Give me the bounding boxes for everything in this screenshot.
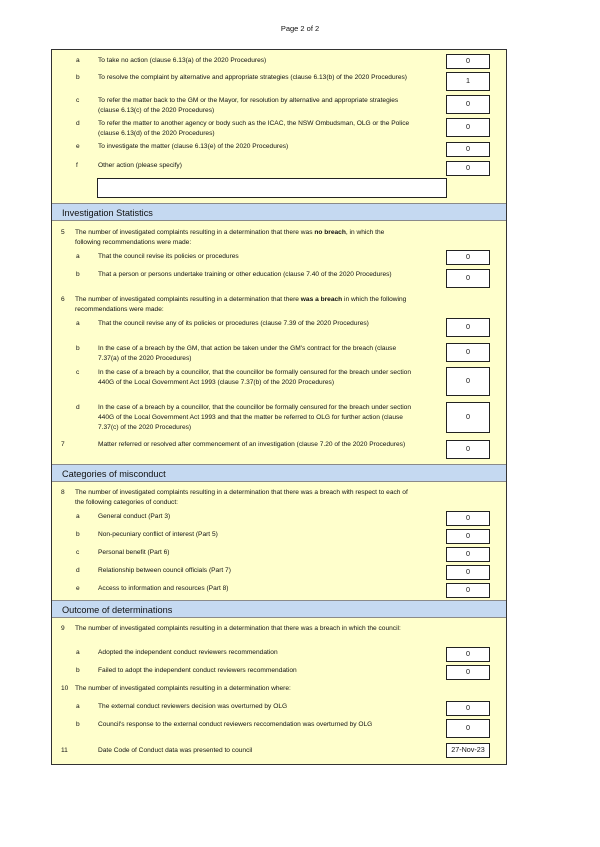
row-letter: e xyxy=(76,585,80,592)
question-number: 10 xyxy=(61,685,69,692)
q6b-label-line1: In the case of a breach by the GM, that action be taken under the GM's contract for the breach (clause xyxy=(98,345,397,352)
q8-text-line1: The number of investigated complaints resulting in a determination that there was a breach with respect to each of xyxy=(75,489,408,496)
q8e-count-field[interactable]: 0 xyxy=(446,583,490,598)
q8b-count-field[interactable]: 0 xyxy=(446,529,490,544)
q5a-label: That the council revise its policies or procedures xyxy=(98,253,239,260)
action-d-label-line1: To refer the matter to another agency or body such as the ICAC, the NSW Ombudsman, OLG or the Police xyxy=(98,120,410,127)
row-letter: a xyxy=(76,253,80,260)
q6c-count-field[interactable]: 0 xyxy=(446,367,490,396)
q11-label: Date Code of Conduct data was presented to council xyxy=(98,747,253,754)
row-letter: d xyxy=(76,567,80,574)
question-number: 5 xyxy=(61,229,65,236)
row-letter: e xyxy=(76,143,80,150)
question-number: 7 xyxy=(61,441,65,448)
presentation-date-field[interactable]: 27-Nov-23 xyxy=(446,743,490,758)
q8-text-line2: the following categories of conduct: xyxy=(75,499,178,506)
q6c-label-line2: 440G of the Local Government Act 1993 (clause 7.37(b) of the 2020 Procedures) xyxy=(98,379,335,386)
row-letter: b xyxy=(76,74,80,81)
row-letter: a xyxy=(76,703,80,710)
other-action-specify-input[interactable] xyxy=(97,178,447,198)
q10a-count-field[interactable]: 0 xyxy=(446,701,490,716)
row-letter: b xyxy=(76,667,80,674)
q9b-label: Failed to adopt the independent conduct reviewers recommendation xyxy=(98,667,297,674)
action-d-count-field[interactable]: 0 xyxy=(446,118,490,137)
q5-text-line2: following recommendations were made: xyxy=(75,239,192,246)
row-letter: a xyxy=(76,513,80,520)
action-c-label-line2: (clause 6.13(c) of the 2020 Procedures) xyxy=(98,107,215,114)
q8c-label: Personal benefit (Part 6) xyxy=(98,549,170,556)
q9b-count-field[interactable]: 0 xyxy=(446,665,490,680)
q6a-label: That the council revise any of its policies or procedures (clause 7.39 of the 2020 Procedures) xyxy=(98,320,369,327)
row-letter: c xyxy=(76,369,80,376)
row-letter: b xyxy=(76,271,80,278)
q8b-label: Non-pecuniary conflict of interest (Part 5) xyxy=(98,531,218,538)
page-number: Page 2 of 2 xyxy=(280,24,320,33)
q6b-count-field[interactable]: 0 xyxy=(446,343,490,362)
q6b-label-line2: 7.37(a) of the 2020 Procedures) xyxy=(98,355,192,362)
q6d-count-field[interactable]: 0 xyxy=(446,402,490,433)
action-c-count-field[interactable]: 0 xyxy=(446,95,490,114)
q8a-label: General conduct (Part 3) xyxy=(98,513,171,520)
action-c-label-line1: To refer the matter back to the GM or the Mayor, for resolution by alternative and appropriate strategies xyxy=(98,97,399,104)
q10b-count-field[interactable]: 0 xyxy=(446,719,490,738)
q10-text: The number of investigated complaints resulting in a determination where: xyxy=(75,685,291,692)
q8d-count-field[interactable]: 0 xyxy=(446,565,490,580)
row-letter: a xyxy=(76,320,80,327)
row-letter: d xyxy=(76,120,80,127)
q5a-count-field[interactable]: 0 xyxy=(446,250,490,265)
action-b-count-field[interactable]: 1 xyxy=(446,72,490,91)
q5b-count-field[interactable]: 0 xyxy=(446,269,490,288)
question-number: 8 xyxy=(61,489,65,496)
q6-text-line1: The number of investigated complaints resulting in a determination that there was a breach in which the following xyxy=(75,296,407,303)
q9-text: The number of investigated complaints resulting in a determination that there was a breach in which the council: xyxy=(75,625,401,632)
q8a-count-field[interactable]: 0 xyxy=(446,511,490,526)
row-letter: a xyxy=(76,57,80,64)
q6d-label-line3: 7.37(c) of the 2020 Procedures) xyxy=(98,424,192,431)
row-letter: c xyxy=(76,97,80,104)
q8d-label: Relationship between council officials (Part 7) xyxy=(98,567,231,574)
q8e-label: Access to information and resources (Part 8) xyxy=(98,585,229,592)
q6-text-line2: recommendations were made: xyxy=(75,306,164,313)
question-number: 9 xyxy=(61,625,65,632)
q10a-label: The external conduct reviewers decision was overturned by OLG xyxy=(98,703,288,710)
q5b-label: That a person or persons undertake training or other education (clause 7.40 of the 2020 Procedures) xyxy=(98,271,392,278)
action-a-label: To take no action (clause 6.13(a) of the 2020 Procedures) xyxy=(98,57,267,64)
q6d-label-line1: In the case of a breach by a councillor, that the councillor be formally censured for the breach under section xyxy=(98,404,412,411)
q9a-count-field[interactable]: 0 xyxy=(446,647,490,662)
row-letter: b xyxy=(76,721,80,728)
q5-text-line1: The number of investigated complaints resulting in a determination that there was no breach, in which the xyxy=(75,229,385,236)
action-a-count-field[interactable]: 0 xyxy=(446,54,490,69)
q6a-count-field[interactable]: 0 xyxy=(446,318,490,337)
action-b-label: To resolve the complaint by alternative and appropriate strategies (clause 6.13(b) of the 2020 Procedures) xyxy=(98,74,407,81)
q7-count-field[interactable]: 0 xyxy=(446,440,490,459)
section-header-outcome: Outcome of determinations xyxy=(52,600,506,618)
section-header-investigation: Investigation Statistics xyxy=(52,203,506,221)
row-letter: b xyxy=(76,531,80,538)
q6d-label-line2: 440G of the Local Government Act 1993 and that the matter be referred to OLG for further action (clause xyxy=(98,414,403,421)
q6c-label-line1: In the case of a breach by a councillor, that the councillor be formally censured for the breach under section xyxy=(98,369,412,376)
action-e-label: To investigate the matter (clause 6.13(e) of the 2020 Procedures) xyxy=(98,143,289,150)
action-d-label-line2: (clause 6.13(d) of the 2020 Procedures) xyxy=(98,130,215,137)
row-letter: c xyxy=(76,549,80,556)
row-letter: d xyxy=(76,404,80,411)
action-e-count-field[interactable]: 0 xyxy=(446,142,490,157)
row-letter: a xyxy=(76,649,80,656)
q10b-label: Council's response to the external conduct reviewers reccomendation was overturned by OLG xyxy=(98,721,373,728)
question-number: 6 xyxy=(61,296,65,303)
action-f-count-field[interactable]: 0 xyxy=(446,161,490,176)
row-letter: f xyxy=(76,162,78,169)
q9a-label: Adopted the independent conduct reviewers recommendation xyxy=(98,649,278,656)
question-number: 11 xyxy=(61,747,68,754)
section-header-misconduct: Categories of misconduct xyxy=(52,464,506,482)
action-f-label: Other action (please specify) xyxy=(98,162,182,169)
q7-label: Matter referred or resolved after commencement of an investigation (clause 7.20 of the 2020 Procedures) xyxy=(98,441,406,448)
row-letter: b xyxy=(76,345,80,352)
q8c-count-field[interactable]: 0 xyxy=(446,547,490,562)
